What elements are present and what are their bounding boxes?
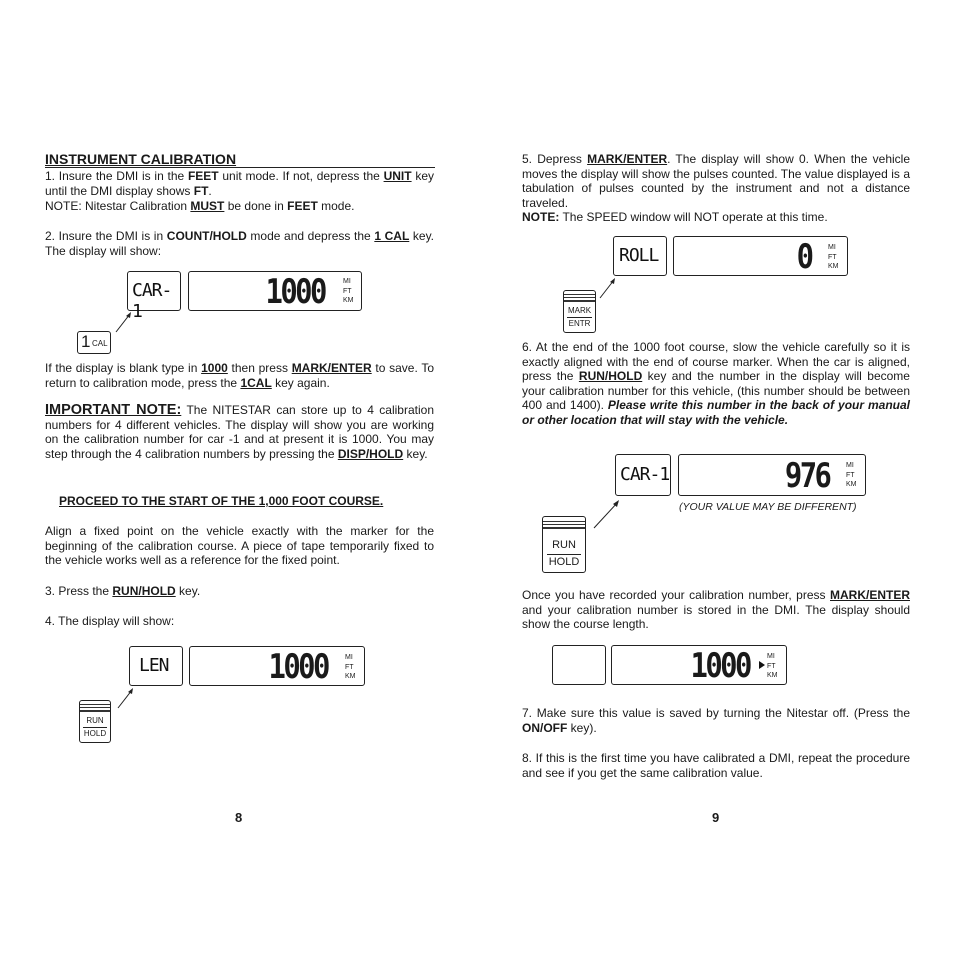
- pointer-arrow: [114, 310, 134, 334]
- unit-labels: MI FT KM: [345, 654, 356, 680]
- lcd-value: 1000: [690, 646, 750, 686]
- step-6: 6. At the end of the 1000 foot course, slow the vehicle carefully so it is exactly aligned with the end of course marker. When the car is aligned, press the RUN/HOLD key and the number in the display will become your calibration number for this vehicle, (this number should be between 400 and 1400). Please write this number in the back of your manual or other location that will stay with the vehicle.: [522, 340, 910, 427]
- lcd-value-window: [188, 271, 362, 311]
- lcd-label-window: [613, 236, 667, 276]
- lcd-label-text: CAR-1: [132, 280, 172, 322]
- step-1: 1. Insure the DMI is in the FEET unit mode. If not, depress the UNIT key until the DMI display shows FT.: [45, 169, 434, 198]
- lcd-value: 1000: [268, 647, 328, 687]
- page-number: 9: [712, 810, 720, 825]
- blank-display-paragraph: If the display is blank type in 1000 then press MARK/ENTER to save. To return to calibration mode, press the 1CAL key again.: [45, 361, 434, 390]
- important-note: IMPORTANT NOTE: The NITESTAR can store up to 4 calibration numbers for 4 different vehicles. The display will show you are working on the calibration number for car -1 and at present it is 1000. You may step through the 4 calibration numbers by pressing the DISP/HOLD key.: [45, 402, 434, 461]
- proceed-heading: PROCEED TO THE START OF THE 1,000 FOOT COURSE.: [59, 494, 384, 508]
- step-4: 4. The display will show:: [45, 614, 175, 628]
- lcd-value-window: [673, 236, 848, 276]
- lcd-label-window: [127, 271, 181, 322]
- lcd-value-window: [678, 454, 866, 496]
- lcd-value: 976: [784, 456, 829, 496]
- pointer-arrow: [598, 276, 618, 300]
- step-8: 8. If this is the first time you have calibrated a DMI, repeat the procedure and see if you get the same calibration value.: [522, 751, 910, 780]
- lcd-label-text: CAR-1: [620, 464, 670, 485]
- lcd-label-text: LEN: [139, 655, 169, 676]
- run-hold-key[interactable]: RUN HOLD: [79, 700, 111, 743]
- indicator-arrow-icon: [759, 661, 765, 669]
- value-caption: (YOUR VALUE MAY BE DIFFERENT): [679, 501, 857, 513]
- mark-enter-key[interactable]: MARK ENTR: [563, 290, 596, 333]
- unit-labels: MI FT KM: [343, 278, 354, 304]
- step-2: 2. Insure the DMI is in COUNT/HOLD mode and depress the 1 CAL key. The display will show:: [45, 229, 435, 258]
- step-3: 3. Press the RUN/HOLD key.: [45, 584, 201, 598]
- lcd-label-window: [129, 646, 183, 686]
- lcd-label-window: [552, 645, 606, 685]
- lcd-label-text: ROLL: [619, 245, 659, 266]
- section-heading: INSTRUMENT CALIBRATION: [45, 151, 435, 168]
- lcd-value: 0: [796, 237, 811, 277]
- note-feet-mode: NOTE: Nitestar Calibration MUST be done in FEET mode.: [45, 199, 355, 213]
- lcd-label-window: [615, 454, 671, 496]
- step-7: 7. Make sure this value is saved by turning the Nitestar off. (Press the ON/OFF key).: [522, 706, 910, 735]
- pointer-arrow: [116, 686, 136, 710]
- pointer-arrow: [592, 498, 622, 530]
- step-5: 5. Depress MARK/ENTER. The display will show 0. When the vehicle moves the display will show the pulses counted. The value displayed is a tabulation of pulses counted by the instrument and not a distance traveled.: [522, 152, 910, 210]
- lcd-value-window: [189, 646, 365, 686]
- unit-labels: MI FT KM: [828, 244, 839, 270]
- lcd-value-window: [611, 645, 787, 685]
- note-speed-window: NOTE: The SPEED window will NOT operate at this time.: [522, 210, 828, 224]
- unit-labels: MI FT KM: [846, 462, 857, 488]
- lcd-value: 1000: [265, 272, 325, 312]
- align-paragraph: Align a fixed point on the vehicle exactly with the marker for the beginning of the calibration course. A piece of tape temporarily fixed to the vehicle works well as a reference for the fixed point.: [45, 524, 434, 568]
- 1-cal-key[interactable]: 1 CAL: [77, 331, 111, 354]
- run-hold-key[interactable]: RUN HOLD: [542, 516, 586, 573]
- page-number: 8: [235, 810, 243, 825]
- once-recorded-paragraph: Once you have recorded your calibration number, press MARK/ENTER and your calibration number is stored in the DMI. The display should show the course length.: [522, 588, 910, 632]
- unit-labels: MI FT KM: [767, 653, 778, 679]
